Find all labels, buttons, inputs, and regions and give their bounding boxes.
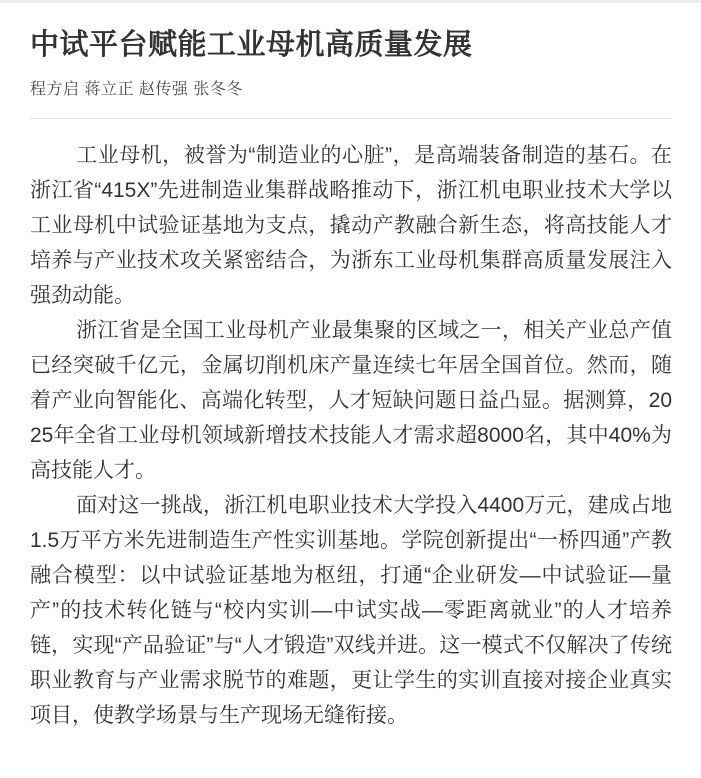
article-body xyxy=(30,138,672,733)
paragraph: 面对这一挑战，浙江机电职业技术大学投入4400万元，建成占地1.5万平方米先进制造生产性实训基地。学院创新提出“一桥四通”产教融合模型：以中试验证基地为枢纽，打通“企业研发—中试验证—量产”的技术转化链与“校内实训—中试实战—零距离就业”的人才培养链，实现“产品验证”与“人才锻造”双线并进。这一模式不仅解决了传统职业教育与产业需求脱节的难题，更让学生的实训直接对接企业真实项目，使教学场景与生产现场无缝衔接。 xyxy=(30,494,672,727)
author-byline: 程方启 蒋立正 赵传强 张冬冬 xyxy=(30,81,243,98)
paragraph: 工业母机，被誉为“制造业的心脏”，是高端装备制造的基石。在浙江省“415X”先进制造业集群战略推动下，浙江机电职业技术大学以工业母机中试验证基地为支点，撬动产教融合新生态，将高技能人才培养与产业技术攻关紧密结合，为浙东工业母机集群高质量发展注入强劲动能。 xyxy=(30,144,672,307)
page-title: 中试平台赋能工业母机高质量发展 xyxy=(30,29,473,61)
article-container xyxy=(0,27,701,733)
title-divider xyxy=(30,118,672,119)
paragraph: 浙江省是全国工业母机产业最集聚的区域之一，相关产业总产值已经突破千亿元，金属切削机床产量连续七年居全国首位。然而，随着产业向智能化、高端化转型，人才短缺问题日益凸显。据测算，2025年全省工业母机领域新增技术技能人才需求超8000名，其中40%为高技能人才。 xyxy=(30,319,672,482)
top-strip xyxy=(0,0,701,3)
